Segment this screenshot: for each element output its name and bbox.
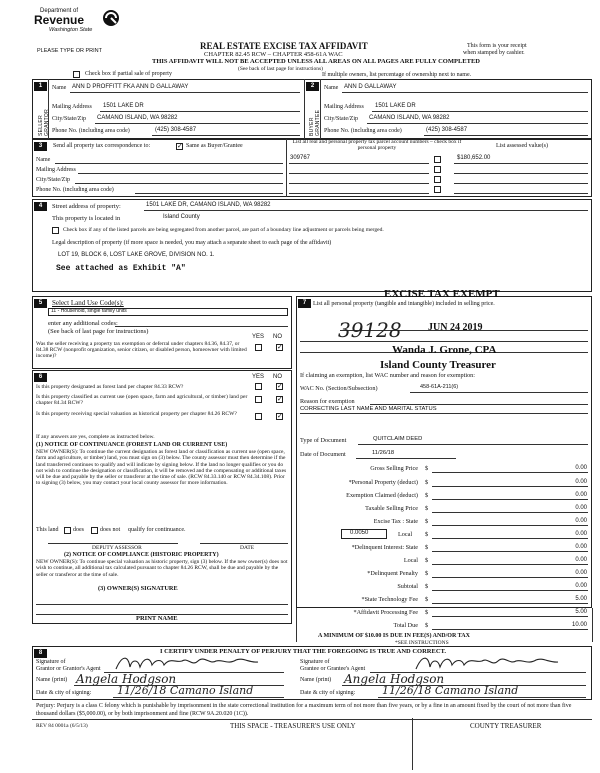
- deferral-question: Was the seller receiving a property tax exemption or deferral under chapters 84.36, 84.37, or 84.38 RCW (nonprofit organization, senior citizen, or disabled person, homeowner with limited income)?: [36, 341, 247, 360]
- wac-number[interactable]: 458-61A-211(6): [420, 384, 459, 390]
- grantee-sig-label-2: Grantee or Grantee's Agent: [300, 666, 366, 672]
- form-warning: THIS AFFIDAVIT WILL NOT BE ACCEPTED UNLESS ALL AREAS ON ALL PAGES ARE FULLY COMPLETED: [152, 58, 480, 65]
- land-does-label: does: [73, 527, 84, 533]
- form-chapter: CHAPTER 82.45 RCW – CHAPTER 458-61A WAC: [204, 51, 343, 58]
- notice-2-text: NEW OWNER(S): To continue special valuation as historic property, sign (3) below. If the new owner(s) does not wish to continue, all additional tax calculated pursuant to chapter 84.26 RCW, shall be due and payable by the seller or transferor at the time of sale.: [36, 559, 288, 578]
- seller-phone[interactable]: (425) 308-4587: [155, 127, 197, 133]
- subtotal-currency: $: [425, 583, 429, 590]
- doc-type[interactable]: QUITCLAIM DEED: [373, 436, 423, 442]
- exemption-claim-label: If claiming an exemption, list WAC number and reason for exemption:: [300, 372, 475, 379]
- local-label: Local: [398, 531, 413, 538]
- local-currency: $: [425, 531, 429, 538]
- section-8-badge: 8: [34, 649, 47, 658]
- section-3-badge: 3: [34, 142, 47, 151]
- interest-state-currency: $: [425, 544, 429, 551]
- legal-description[interactable]: LOT 19, BLOCK 6, LOST LAKE GROVE, DIVISION NO. 1.: [58, 252, 215, 258]
- agency-logo-icon: [102, 9, 120, 27]
- current-use-no-checkbox[interactable]: ✓: [277, 395, 283, 403]
- notice-2-title: (2) NOTICE OF COMPLIANCE (HISTORIC PROPERTY): [64, 552, 219, 558]
- seller-name[interactable]: ANN D PROFFITT FKA ANN D GALLAWAY: [72, 84, 189, 90]
- see-instructions: *SEE INSTRUCTIONS: [395, 640, 449, 646]
- agency-state: Washington State: [49, 27, 93, 33]
- excise-state-currency: $: [425, 518, 429, 525]
- partial-sale-label: Check box if partial sale of property: [85, 71, 172, 77]
- interest-state-label: *Delinquent Interest: State: [351, 544, 418, 551]
- exemption-amount[interactable]: 0.00: [575, 492, 587, 498]
- wac-label: WAC No. (Section/Subsection): [300, 385, 378, 392]
- agency-name: Revenue: [34, 13, 85, 27]
- grantor-name[interactable]: Angela Hodgson: [76, 672, 177, 686]
- located-label: This property is located in: [52, 215, 121, 222]
- same-as-buyer-label: Same as Buyer/Grantee: [186, 143, 243, 149]
- grantor-name-label: Name (print): [36, 677, 68, 683]
- exemption-reason[interactable]: CORRECTING LAST NAME AND MARITAL STATUS: [300, 406, 437, 412]
- grantor-signature-icon: [112, 653, 262, 673]
- section-7-badge: 7: [298, 299, 311, 308]
- total-label: Total Due: [393, 622, 418, 629]
- grantee-name-label: Name (print): [300, 677, 332, 683]
- doc-date-label: Date of Document: [300, 451, 346, 458]
- sec5-yes-header: YES: [252, 334, 265, 340]
- buyer-mail-label: Mailing Address: [324, 104, 364, 110]
- grantor-sig-label-2: Grantor or Grantor's Agent: [36, 666, 101, 672]
- tech-fee-label: *State Technology Fee: [361, 596, 418, 603]
- total-amount[interactable]: 10.00: [571, 622, 587, 628]
- seller-city[interactable]: CAMANO ISLAND, WA 98282: [97, 115, 178, 121]
- grantor-date-city[interactable]: 11/26/18 Camano Island: [117, 684, 254, 697]
- form-title: REAL ESTATE EXCISE TAX AFFIDAVIT: [200, 41, 368, 51]
- grantee-sig-label-1: Signature of: [300, 659, 330, 665]
- interest-local-label: Local: [403, 557, 418, 564]
- affidavit-fee-currency: $: [425, 609, 429, 616]
- historic-question: Is this property receiving special valuation as historical property per chapter 84.26 RCW?: [36, 411, 237, 417]
- buyer-name[interactable]: ANN D GALLAWAY: [344, 84, 397, 90]
- sec6-yes-header: YES: [252, 374, 265, 380]
- notice-1-title: (1) NOTICE OF CONTINUANCE (FOREST LAND OR CURRENT USE): [36, 442, 228, 448]
- land-use-value: 11 - Household, single family units: [51, 308, 127, 314]
- personal-property-label: List all personal property (tangible and intangible) included in selling price.: [313, 301, 495, 307]
- land-use-label: Select Land Use Code(s):: [52, 299, 124, 307]
- land-does-not-checkbox[interactable]: [91, 527, 98, 534]
- excise-state-label: Excise Tax : State: [373, 518, 418, 525]
- buyer-mail[interactable]: 1501 LAKE DR: [375, 103, 416, 109]
- excise-state-amount[interactable]: 0.00: [575, 518, 587, 524]
- land-does-not-label: does not: [100, 527, 121, 533]
- perjury-statement: Perjury: Perjury is a class C felony which is punishable by imprisonment in the state correctional institution for a maximum term of not more than five years, or by a fine in an amount fixed by the court of not more than five thousand dollars ($5,000.00), or by both imprisonment and fine (RCW 9A.20.020 (1C)).: [36, 703, 572, 717]
- affidavit-fee-label: *Affidavit Processing Fee: [353, 609, 418, 616]
- grantee-date-city[interactable]: 11/26/18 Camano Island: [382, 684, 519, 697]
- seller-mail-label: Mailing Address: [52, 104, 92, 110]
- penalty-amount[interactable]: 0.00: [575, 570, 587, 576]
- seller-phone-label: Phone No. (including area code): [52, 128, 130, 134]
- additional-codes-label: enter any additional codes:: [48, 320, 118, 327]
- tech-fee-currency: $: [425, 596, 429, 603]
- minimum-note: A MINIMUM OF $10.00 IS DUE IN FEE(S) AND/OR TAX: [318, 633, 470, 639]
- forest-question: Is this property designated as forest land per chapter 84.33 RCW?: [36, 384, 184, 390]
- corr-mail-label: Mailing Address: [36, 167, 76, 173]
- land-use-see-back: (See back of last page for instructions): [48, 328, 149, 335]
- certify-statement: I CERTIFY UNDER PENALTY OF PERJURY THAT THE FOREGOING IS TRUE AND CORRECT.: [160, 648, 447, 655]
- street-address[interactable]: 1501 LAKE DR, CAMANO ISLAND, WA 98282: [146, 202, 271, 208]
- taxable-amount[interactable]: 0.00: [575, 505, 587, 511]
- current-use-yes-checkbox[interactable]: [255, 396, 262, 403]
- seller-side-label: SELLER GRANTOR: [38, 108, 50, 136]
- print-name-label: PRINT NAME: [136, 615, 178, 622]
- exemption-label: Exemption Claimed (deduct): [346, 492, 418, 499]
- forest-no-checkbox[interactable]: ✓: [277, 382, 283, 390]
- correspondence-label: Send all property tax correspondence to:: [53, 143, 151, 149]
- notice-1-text: NEW OWNER(S): To continue the current designation as forest land or classification as current use (open space, farm and agriculture, or timber) land, you must sign on (3) below. The county assessor must then determine if the land transferred continues to qualify and will indicate by signing below. If the land no longer qualifies or you do not wish to continue the designation or classification, it will be removed and the compensating or additional taxes will be due and payable by the seller or transferor at the time of sale. (RCW 84.33.140 or RCW 84.34.108). Prior to signing (3) below, you may contact your local county assessor for more information.: [36, 449, 287, 487]
- subtotal-label: Subtotal: [397, 583, 418, 590]
- parcel-number[interactable]: 309767: [290, 155, 311, 161]
- buyer-phone[interactable]: (425) 308-4587: [426, 127, 468, 133]
- buyer-phone-label: Phone No. (including area code): [324, 128, 402, 134]
- assessed-value[interactable]: $180,652.00: [457, 155, 491, 161]
- gross-amount[interactable]: 0.00: [575, 465, 587, 471]
- exempt-stamp-name: Wanda J. Grone, CPA: [392, 344, 497, 356]
- buyer-city-label: City/State/Zip: [324, 116, 358, 122]
- grantor-sig-label-1: Signature of: [36, 659, 66, 665]
- land-does-checkbox[interactable]: [64, 527, 71, 534]
- deferral-yes-checkbox[interactable]: [255, 344, 262, 351]
- seller-name-label: Name: [52, 85, 67, 91]
- historic-yes-checkbox[interactable]: [255, 413, 262, 420]
- tech-fee-amount[interactable]: 5.00: [575, 596, 587, 602]
- exempt-stamp-org: Island County Treasurer: [380, 359, 496, 371]
- if-yes-note: If any answers are yes, complete as instructed below.: [36, 434, 155, 440]
- parcel-header: List all real and personal property tax parcel account numbers – check box if personal property: [292, 139, 462, 151]
- affidavit-fee-amount[interactable]: 5.00: [575, 609, 587, 615]
- grantee-signature-icon: [412, 653, 562, 673]
- corr-phone-label: Phone No. (including area code): [36, 187, 114, 193]
- local-amount[interactable]: 0.00: [575, 531, 587, 537]
- section-5-badge: 5: [34, 299, 47, 308]
- buyer-side-label: BUYER GRANTEE: [309, 109, 321, 136]
- exempt-stamp-date: JUN 24 2019: [428, 322, 483, 333]
- gross-currency: $: [425, 465, 429, 472]
- seller-city-label: City/State/Zip: [52, 116, 86, 122]
- personal-amount[interactable]: 0.00: [575, 479, 587, 485]
- parcel-personal-checkbox-4[interactable]: [434, 186, 441, 193]
- segregated-checkbox[interactable]: [52, 227, 59, 234]
- interest-state-amount[interactable]: 0.00: [575, 544, 587, 550]
- section-4-badge: 4: [34, 202, 47, 211]
- type-or-print: PLEASE TYPE OR PRINT: [37, 48, 103, 54]
- segregated-label: Check box if any of the listed parcels are being segregated from another parcel, are part of a boundary line adjustment or parcels being merged.: [63, 227, 384, 233]
- legal-attached[interactable]: See attached as Exhibit "A": [56, 264, 186, 273]
- grantee-date-label: Date & city of signing:: [300, 690, 356, 696]
- grantee-name[interactable]: Angela Hodgson: [344, 672, 445, 686]
- exempt-stamp-number: 39128: [338, 318, 402, 342]
- section-1-badge: 1: [34, 82, 47, 91]
- corr-name-label: Name: [36, 157, 51, 163]
- doc-date[interactable]: 11/26/18: [372, 450, 395, 456]
- deferral-no-checkbox[interactable]: ✓: [277, 343, 283, 351]
- gross-label: Gross Selling Price: [370, 465, 418, 472]
- assessed-header: List assessed value(s): [496, 143, 548, 149]
- interest-local-amount[interactable]: 0.00: [575, 557, 587, 563]
- buyer-city[interactable]: CAMANO ISLAND, WA 98282: [369, 115, 450, 121]
- taxable-currency: $: [425, 505, 429, 512]
- subtotal-amount[interactable]: 0.00: [575, 583, 587, 589]
- interest-local-currency: $: [425, 557, 429, 564]
- county[interactable]: Island County: [163, 214, 200, 220]
- historic-no-checkbox[interactable]: ✓: [277, 412, 283, 420]
- exempt-stamp-title: EXCISE TAX EXEMPT: [384, 288, 500, 300]
- section-2-badge: 2: [306, 82, 319, 91]
- corr-city-label: City/State/Zip: [36, 177, 70, 183]
- buyer-name-label: Name: [324, 85, 339, 91]
- form-revision: REV 84 0001a (6/5/13): [36, 723, 88, 729]
- grantor-date-label: Date & city of signing:: [36, 690, 92, 696]
- street-label: Street address of property:: [52, 203, 121, 210]
- personal-label: *Personal Property (deduct): [348, 479, 418, 486]
- notice-3-title: (3) OWNER(S) SIGNATURE: [98, 585, 178, 592]
- parcel-personal-checkbox-3[interactable]: [434, 176, 441, 183]
- section-6-badge: 6: [34, 373, 47, 382]
- multiple-owners-label: If multiple owners, list percentage of ownership next to name.: [322, 72, 472, 78]
- treasurer-use-label: THIS SPACE - TREASURER'S USE ONLY: [230, 722, 356, 730]
- receipt-note-1: This form is your receipt: [467, 43, 527, 49]
- total-currency: $: [425, 622, 429, 629]
- agency-dept: Department of: [40, 8, 79, 14]
- sec6-no-header: NO: [273, 374, 282, 380]
- receipt-note-2: when stamped by cashier.: [463, 50, 525, 56]
- parcel-personal-checkbox-2[interactable]: [434, 166, 441, 173]
- county-treasurer-label: COUNTY TREASURER: [470, 722, 542, 730]
- this-land-label: This land: [36, 527, 59, 533]
- reason-label: Reason for exemption: [300, 398, 355, 405]
- assessor-date-label: DATE: [240, 545, 255, 551]
- seller-mail[interactable]: 1501 LAKE DR: [103, 103, 144, 109]
- penalty-currency: $: [425, 570, 429, 577]
- personal-currency: $: [425, 479, 429, 486]
- taxable-label: Taxable Selling Price: [365, 505, 418, 512]
- partial-sale-checkbox[interactable]: [73, 71, 80, 78]
- sec5-no-header: NO: [273, 334, 282, 340]
- deputy-assessor-label: DEPUTY ASSESSOR: [92, 545, 142, 551]
- same-as-buyer-checkbox[interactable]: ✓: [177, 142, 183, 150]
- local-rate: 0.0050: [350, 530, 369, 536]
- current-use-question: Is this property classified as current use (open space, farm and agricultural, or timber) land per chapter 84.34 RCW?: [36, 394, 248, 407]
- qualify-label: qualify for continuance.: [128, 527, 186, 533]
- parcel-personal-checkbox-1[interactable]: [434, 156, 441, 163]
- legal-label: Legal description of property (if more space is needed, you may attach a separate sheet to each page of the affidavit): [52, 240, 332, 246]
- form-see-back: (See back of last page for instructions): [238, 66, 323, 72]
- doc-type-label: Type of Document: [300, 437, 347, 444]
- forest-yes-checkbox[interactable]: [255, 383, 262, 390]
- exemption-currency: $: [425, 492, 429, 499]
- penalty-label: *Delinquent Penalty: [367, 570, 418, 577]
